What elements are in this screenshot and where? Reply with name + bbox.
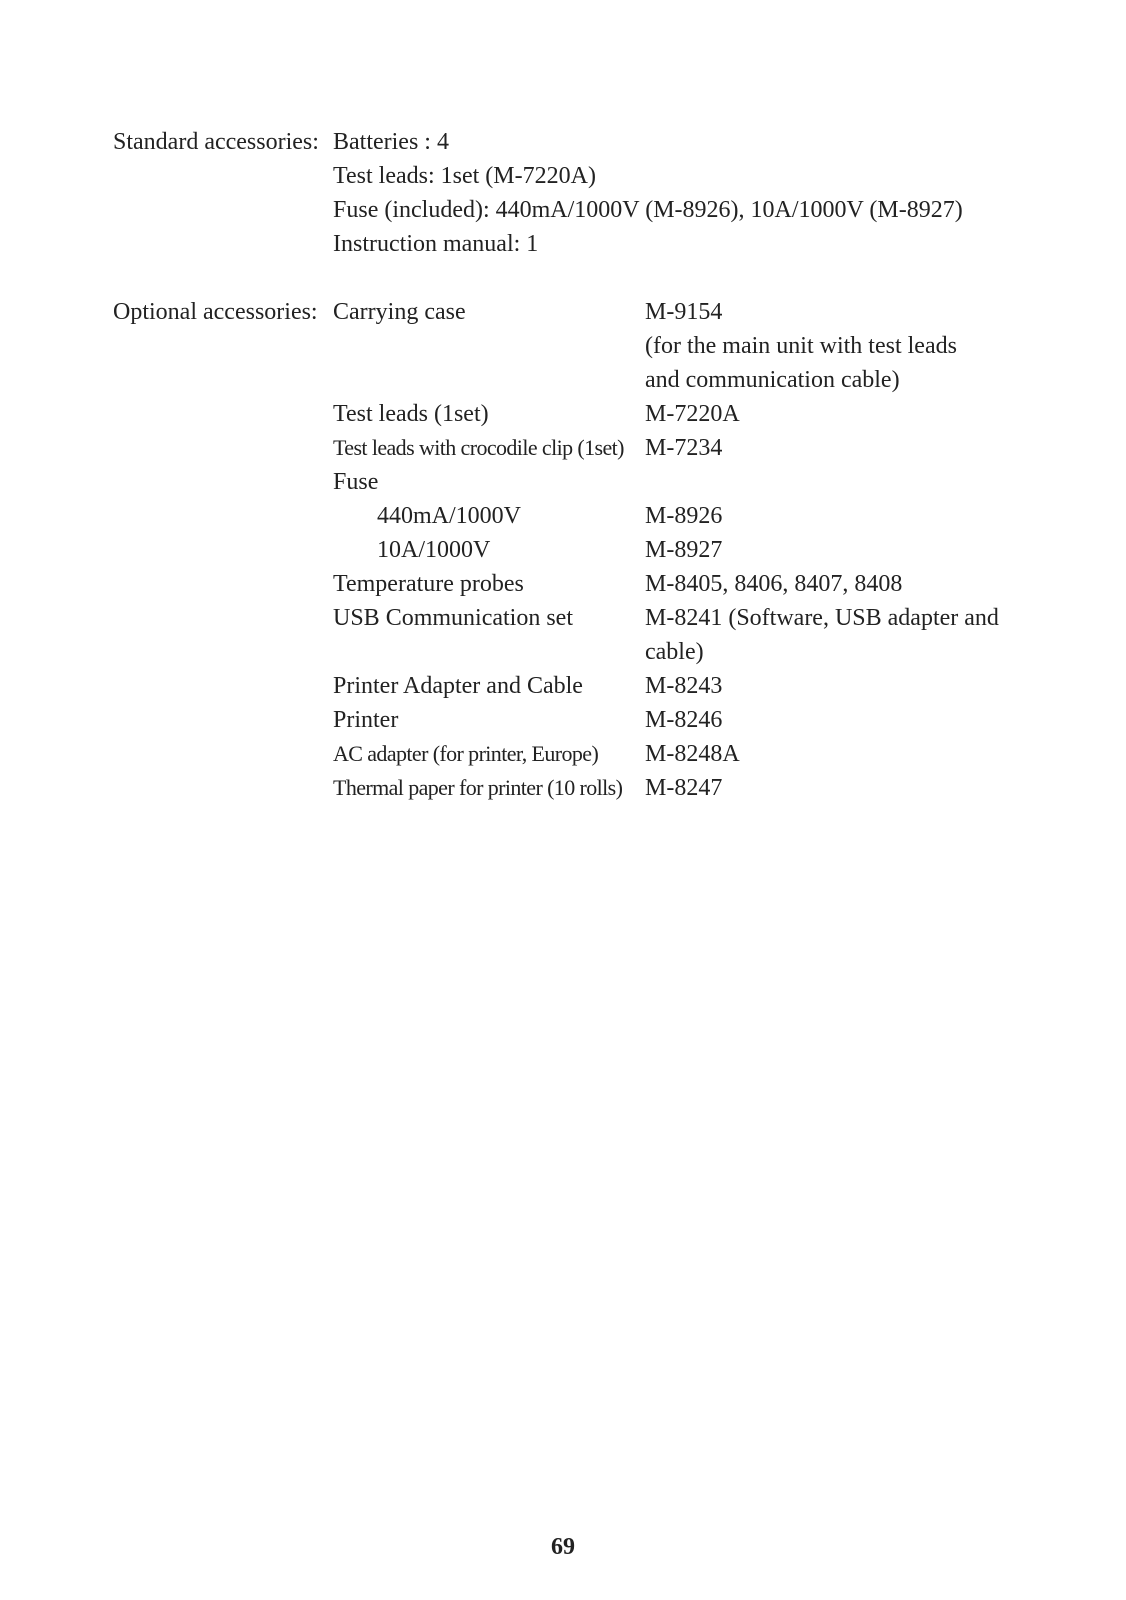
optional-item-name: Thermal paper for printer (10 rolls) [333,775,623,800]
optional-item-name: Printer Adapter and Cable [333,673,583,699]
optional-item-name: Fuse [333,469,379,495]
standard-item-fuse: Fuse (included): 440mA/1000V (M-8926), 10A/1000V (M-8927) [333,197,963,223]
optional-item-name: Test leads (1set) [333,401,489,427]
optional-accessories-label: Optional accessories: [113,299,318,325]
optional-item-name: Carrying case [333,299,466,325]
optional-item-subname: 10A/1000V [377,537,491,563]
optional-item-name: Temperature probes [333,571,524,597]
optional-item-code: M-8243 [645,673,723,699]
standard-item-batteries: Batteries : 4 [333,129,449,155]
optional-item-code: M-8927 [645,537,723,563]
optional-item-name: Test leads with crocodile clip (1set) [333,435,624,460]
optional-item-code: M-8241 (Software, USB adapter and [645,605,999,631]
standard-item-test-leads: Test leads: 1set (M-7220A) [333,163,596,189]
optional-item-code-note: cable) [645,639,704,665]
optional-item-code: M-8405, 8406, 8407, 8408 [645,571,903,597]
optional-item-code: M-8246 [645,707,723,733]
optional-item-code: M-8926 [645,503,723,529]
optional-item-name: Printer [333,707,399,733]
standard-item-instruction-manual: Instruction manual: 1 [333,231,539,257]
page-number: 69 [551,1534,575,1560]
optional-item-code: M-7234 [645,435,723,461]
standard-accessories-label: Standard accessories: [113,129,319,155]
optional-item-code: M-8248A [645,741,740,767]
optional-item-code: M-7220A [645,401,740,427]
optional-item-code: M-8247 [645,775,723,801]
optional-item-code: M-9154 [645,299,723,325]
optional-item-code-note: and communication cable) [645,367,900,393]
optional-item-code-note: (for the main unit with test leads [645,333,957,359]
optional-item-subname: 440mA/1000V [377,503,521,529]
optional-item-name: USB Communication set [333,605,573,631]
optional-item-name: AC adapter (for printer, Europe) [333,741,599,766]
